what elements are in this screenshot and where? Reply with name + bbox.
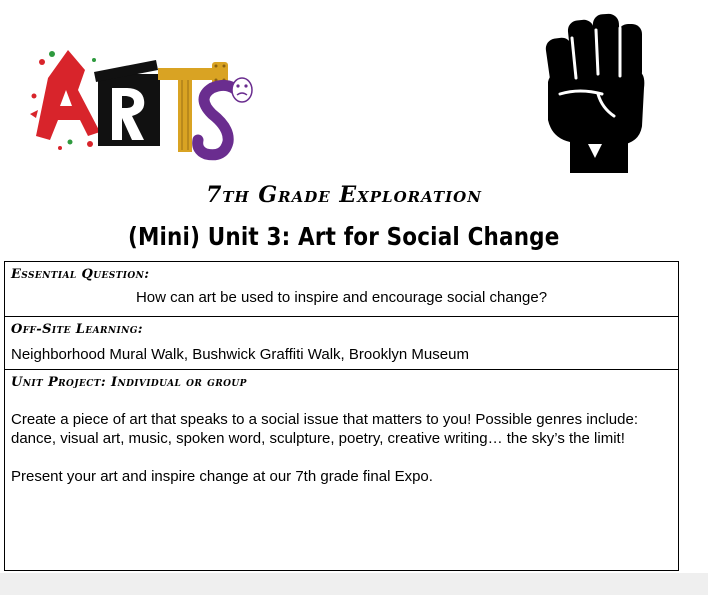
unit-info-table (4, 261, 679, 571)
off-site-learning-label: Off-Site Learning: (11, 322, 143, 337)
unit-project-paragraph-2: Present your art and inspire change at our 7th grade final Expo. (11, 468, 433, 485)
theater-mask-icon (232, 78, 252, 102)
unit-project-paragraph-1: Create a piece of art that speaks to a social issue that matters to you! Possible genres include: dance, visual art, music, spoken word, sculpture, poetry, creative writing… the sky’s the limit! (11, 411, 639, 447)
unit-project-label: Unit Project: Individual or group (11, 375, 247, 390)
essential-question-row (5, 262, 678, 316)
off-site-learning-row (5, 316, 678, 369)
page-bottom-edge (0, 573, 708, 595)
unit-project-row (5, 369, 678, 572)
title-unit: (Mini) Unit 3: Art for Social Change (127, 222, 560, 251)
raised-fist-icon (540, 8, 652, 173)
off-site-learning-text: Neighborhood Mural Walk, Bushwick Graffiti Walk, Brooklyn Museum (11, 346, 469, 363)
essential-question-label: Essential Question: (11, 267, 150, 282)
clapperboard-r (94, 48, 160, 146)
title-grade-exploration: 7th Grade Exploration (206, 182, 482, 208)
essential-question-text: How can art be used to inspire and encourage social change? (135, 289, 548, 306)
arts-logo (30, 40, 255, 170)
